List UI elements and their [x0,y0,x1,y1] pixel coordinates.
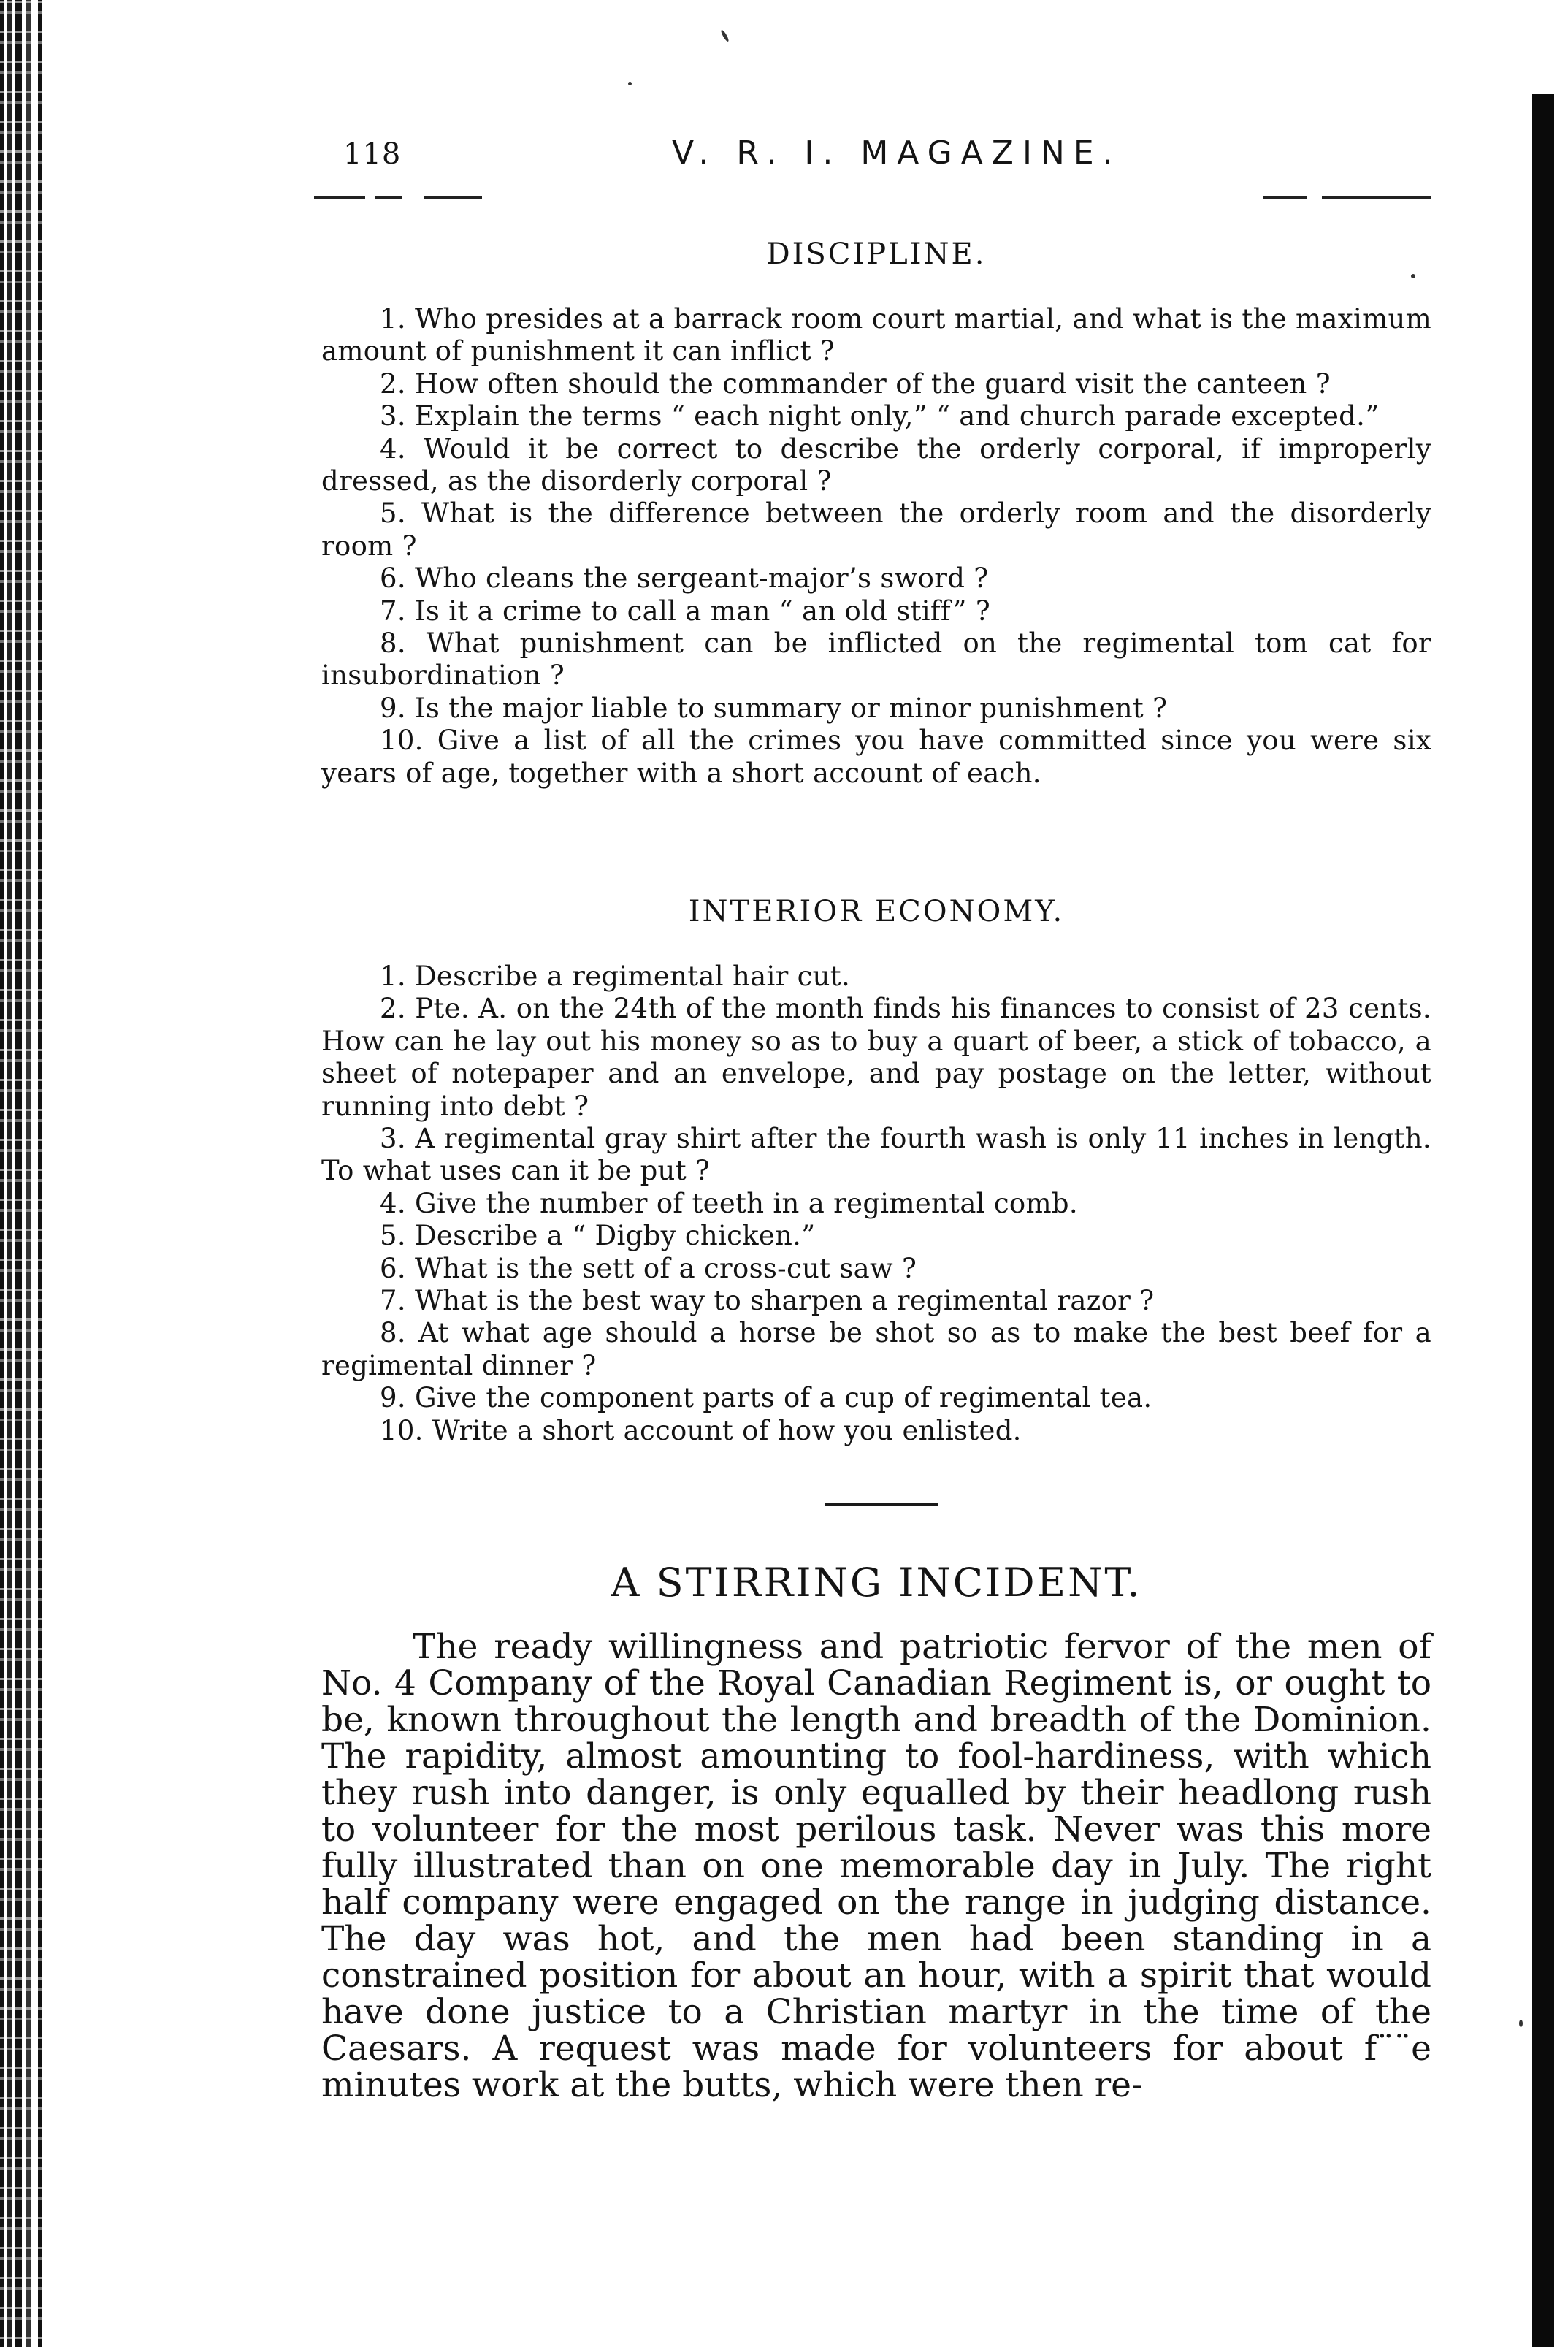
discipline-question: 8. What punishment can be inflicted on the regimental tom cat for insubordination ? [321,627,1431,692]
interior-economy-question: 1. Describe a regimental hair cut. [380,961,851,992]
magazine-title: V. R. I. MAGAZINE. [672,134,1122,172]
discipline-question: 3. Explain the terms “ each night only,” “ and church parade excepted.” [380,400,1380,432]
interior-economy-question: 5. Describe a “ Digby chicken.” [380,1220,816,1252]
interior-economy-question: 8. At what age should a horse be shot so as to make the best beef for a regimental dinner ? [321,1317,1431,1381]
right-margin-bar [1532,94,1554,2347]
scan-speck [1519,2020,1523,2027]
scan-speck [720,29,730,42]
interior-economy-heading: INTERIOR ECONOMY. [688,895,1065,928]
header-rule-left [314,196,482,199]
interior-economy-question: 9. Give the component parts of a cup of regimental tea. [380,1382,1152,1414]
discipline-question: 1. Who presides at a barrack room court martial, and what is the maximum amount of punishment it can inflict ? [321,303,1431,367]
section-divider-rule [825,1503,938,1506]
discipline-question: 5. What is the difference between the orderly room and the disorderly room ? [321,497,1431,562]
scan-speck [628,82,632,85]
interior-economy-question: 6. What is the sett of a cross-cut saw ? [380,1252,917,1284]
interior-economy-question: 3. A regimental gray shirt after the fourth wash is only 11 inches in length. To what uses can it be put ? [321,1123,1431,1187]
discipline-question: 4. Would it be correct to describe the orderly corporal, if improperly dressed, as the disorderly corporal ? [321,432,1431,497]
discipline-question: 9. Is the major liable to summary or minor punishment ? [380,692,1168,724]
discipline-question: 6. Who cleans the sergeant-major’s sword ? [380,562,989,595]
interior-economy-question: 7. What is the best way to sharpen a regimental razor ? [380,1285,1155,1317]
scan-speck [1411,274,1415,278]
discipline-question: 7. Is it a crime to call a man “ an old stiff” ? [380,595,990,627]
article-body: The ready willingness and patriotic fervor of the men of No. 4 Company of the Royal Canadian Regiment is, or ought to be, known throughout the length and breadth of the Dominion. The rapidity, almost amounting to fool-hardiness, with which they rush into danger, is only equalled by their headlong rush to volunteer for the most perilous task. Never was this more fully illustrated than on one memorable day in July. The right half company were engaged on the range in judging distance. The day was hot, and the men had been standing in a constrained position for about an hour, with a spirit that would have done justice to a Christian martyr in the time of the Caesars. A request was made for volunteers for about f¨¨e minutes work at the butts, which were then re- [321,1627,1431,2105]
discipline-question: 10. Give a list of all the crimes you have committed since you were six years of age, together with a short account of each. [321,725,1431,789]
header-rule-right [1263,196,1431,199]
interior-economy-questions [321,961,1431,1447]
discipline-question: 2. How often should the commander of the guard visit the canteen ? [380,367,1331,400]
article-title: A STIRRING INCIDENT. [611,1560,1142,1606]
interior-economy-question: 2. Pte. A. on the 24th of the month finds his finances to consist of 23 cents. How can he lay out his money so as to buy a quart of beer, a stick of tobacco, a sheet of notepaper and an envelope, and pay postage on the letter, without running into debt ? [321,993,1431,1122]
binding-edge-texture [0,0,57,2347]
page-number: 118 [343,137,402,171]
interior-economy-question: 4. Give the number of teeth in a regimental comb. [380,1187,1078,1219]
discipline-questions [321,303,1431,790]
running-head [321,134,1431,181]
discipline-heading: DISCIPLINE. [766,237,987,271]
interior-economy-question: 10. Write a short account of how you enlisted. [380,1414,1022,1446]
